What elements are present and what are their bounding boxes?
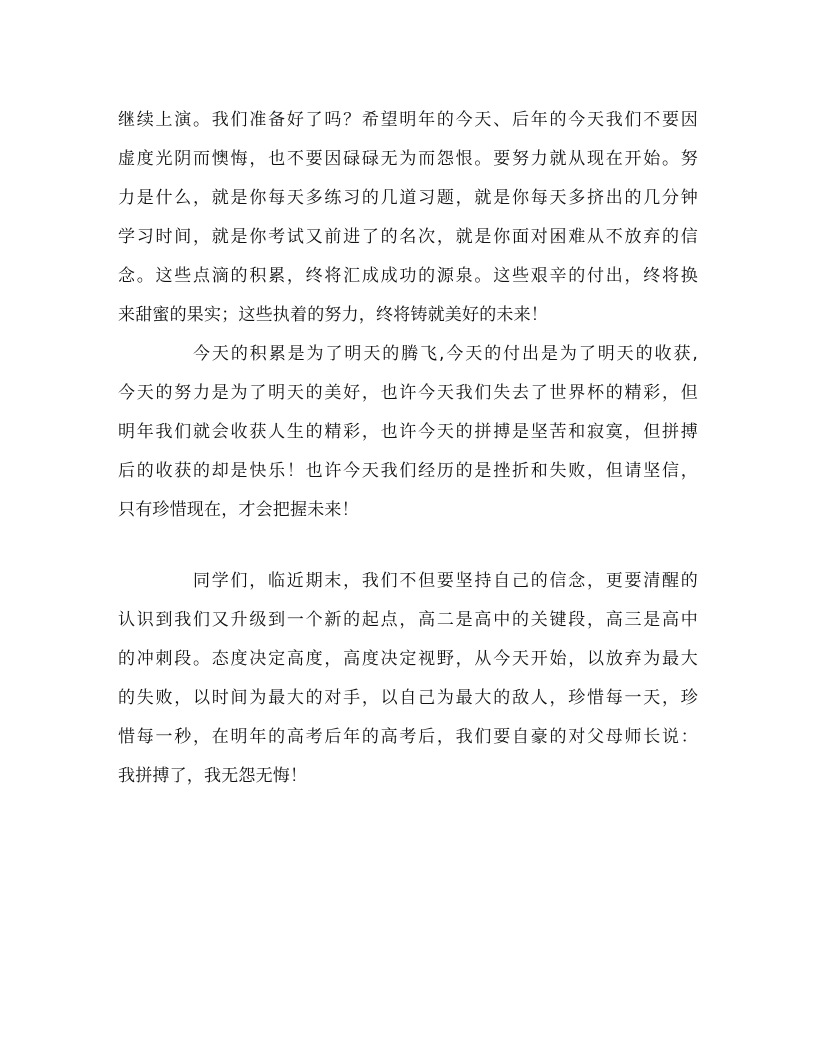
paragraph-1-line-2: 虚度光阴而懊悔，也不要因碌碌无为而怨恨。要努力就从现在开始。努 [118,149,698,169]
paragraph-3-line-2: 认识到我们又升级到一个新的起点，高二是高中的关键段，高三是高中 [118,610,698,630]
paragraph-1-line-6: 来甜蜜的果实；这些执着的努力，终将铸就美好的未来！ [118,305,548,325]
paragraph-2-line-4: 后的收获的却是快乐！也许今天我们经历的是挫折和失败，但请坚信， [118,461,698,481]
paragraph-3-line-6: 我拼搏了，我无怨无悔！ [118,766,308,786]
paragraph-3-line-5: 惜每一秒，在明年的高考后年的高考后，我们要自豪的对父母师长说： [118,727,698,747]
paragraph-1-line-5: 念。这些点滴的积累，终将汇成成功的源泉。这些艰辛的付出，终将换 [118,266,698,286]
paragraph-3-line-4: 的失败，以时间为最大的对手，以自己为最大的敌人，珍惜每一天，珍 [118,688,698,708]
paragraph-2-line-3: 明年我们就会收获人生的精彩，也许今天的拼搏是坚苦和寂寞，但拼搏 [118,422,698,442]
paragraph-1-line-3: 力是什么，就是你每天多练习的几道习题，就是你每天多挤出的几分钟 [118,188,698,208]
paragraph-1-line-1: 继续上演。我们准备好了吗？希望明年的今天、后年的今天我们不要因 [118,110,698,130]
paragraph-3-line-1: 同学们，临近期末，我们不但要坚持自己的信念，更要清醒的 [193,571,698,591]
paragraph-2-line-1: 今天的积累是为了明天的腾飞,今天的付出是为了明天的收获, [193,344,698,364]
paragraph-2-line-5: 只有珍惜现在，才会把握未来！ [118,500,359,520]
paragraph-1-line-4: 学习时间，就是你考试又前进了的名次，就是你面对困难从不放弃的信 [118,227,698,247]
paragraph-2-line-2: 今天的努力是为了明天的美好，也许今天我们失去了世界杯的精彩，但 [118,383,698,403]
paragraph-3-line-3: 的冲刺段。态度决定高度，高度决定视野，从今天开始，以放弃为最大 [118,649,698,669]
